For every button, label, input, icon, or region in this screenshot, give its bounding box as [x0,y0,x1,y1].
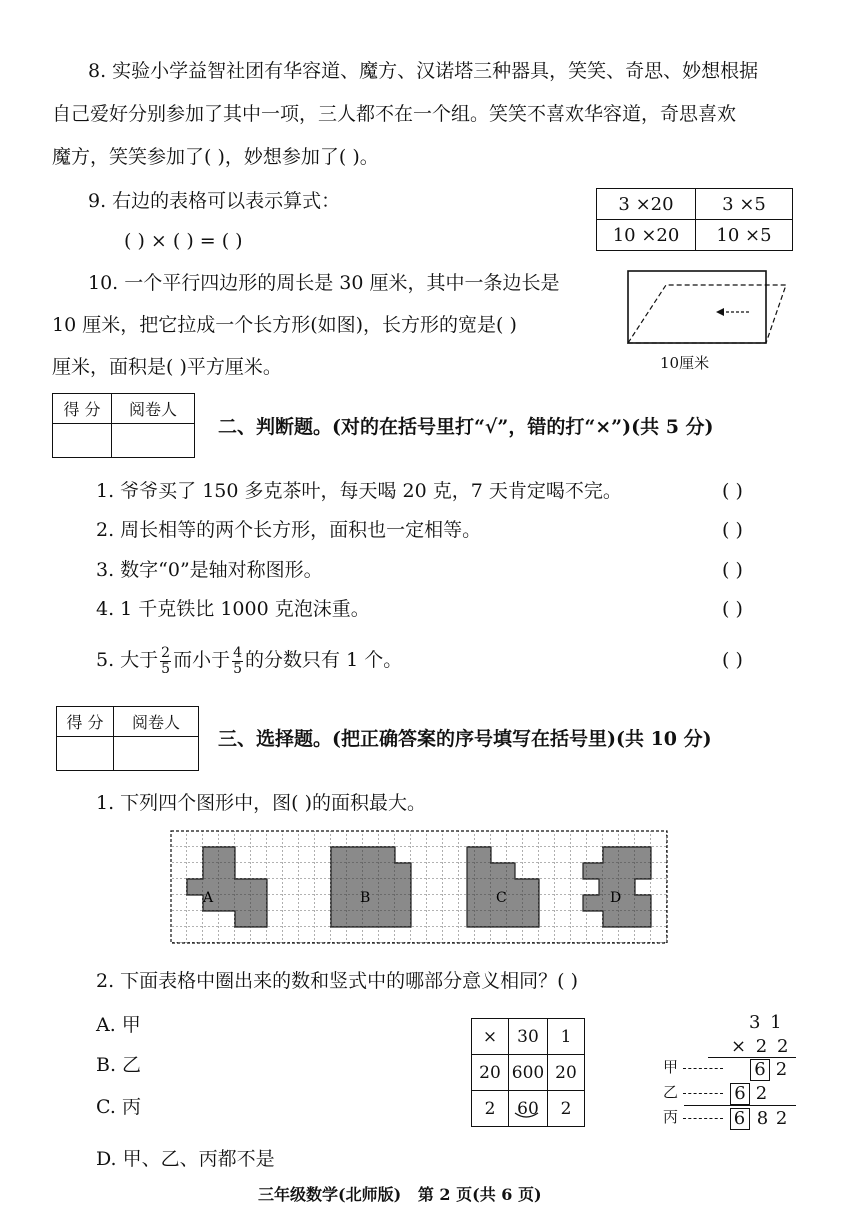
q9-answer: ( ) × ( ) = ( ) [124,230,243,252]
reviewer-cell[interactable] [114,737,199,771]
reviewer-cell[interactable] [112,424,195,458]
fraction-2-5 [160,646,171,677]
fraction-numerator: 2 [161,644,171,661]
q9-text: 9. 右边的表格可以表示算式： [88,190,341,212]
option-a: A. 甲 [96,1014,141,1036]
item5-mid: 而小于 [173,649,231,671]
score-cell[interactable] [57,737,114,771]
q10-line1: 10. 一个平行四边形的周长是 30 厘米，其中一条边长是 [88,272,560,294]
q9-cell: 10 ×20 [597,220,696,251]
mt-cell-circled: 60 [509,1091,548,1127]
mt-cell: 2 [548,1091,585,1127]
reviewer-label: 阅卷人 [112,394,195,424]
fraction-4-5 [232,646,243,677]
option-b: B. 乙 [96,1054,142,1076]
score-box [56,706,199,771]
reviewer-label: 阅卷人 [114,707,199,737]
vertical-row1: 3 1 [749,1012,784,1033]
score-box [52,393,195,458]
label-yi: 乙 [663,1083,679,1101]
label-bing: 丙 [663,1108,679,1126]
fraction-numerator: 4 [233,644,243,661]
q9-cell: 3 ×5 [696,189,793,220]
mt-cell: 1 [548,1019,585,1055]
fraction-denominator: 5 [233,660,243,677]
row-yi [730,1083,767,1105]
answer-paren[interactable]: ( ) [722,598,743,620]
arrow-jia [683,1068,723,1069]
grid-figure [170,830,672,950]
choice-q1: 1. 下列四个图形中，图( )的面积最大。 [96,792,427,814]
vertical-row2: × 2 2 [731,1036,791,1057]
q9-table [596,188,793,251]
q9-cell: 3 ×20 [597,189,696,220]
score-label: 得 分 [57,707,114,737]
answer-paren[interactable]: ( ) [722,559,743,581]
fraction-denominator: 5 [161,660,171,677]
shape-label: B [360,890,371,906]
boxed-digit: 6 [750,1059,770,1081]
item5-suffix: 的分数只有 1 个。 [245,649,403,671]
item5-prefix: 5. 大于 [96,649,159,671]
row-bing [730,1108,788,1130]
answer-paren[interactable]: ( ) [722,649,743,671]
circle-mark [512,1111,542,1121]
figure-label: 10厘米 [660,354,710,372]
judge-item-5 [96,642,402,678]
q10-line3: 厘米，面积是( )平方厘米。 [52,356,282,378]
answer-paren[interactable]: ( ) [722,519,743,541]
q8-line1: 8. 实验小学益智社团有华容道、魔方、汉诺塔三种器具，笑笑、奇思、妙想根据 [88,60,759,82]
option-d: D. 甲、乙、丙都不是 [96,1148,275,1170]
q8-line2: 自己爱好分别参加了其中一项，三人都不在一个组。笑笑不喜欢华容道，奇思喜欢 [52,103,737,125]
q8-line3: 魔方，笑笑参加了( )，妙想参加了( )。 [52,146,379,168]
boxed-digit: 6 [730,1083,750,1105]
mt-cell: 2 [472,1091,509,1127]
option-c: C. 丙 [96,1096,141,1118]
page-footer: 三年级数学(北师版) 第 2 页(共 6 页) [258,1185,542,1204]
vertical-line1 [708,1057,796,1058]
arrow-yi [683,1093,723,1094]
shape-label: C [496,890,507,906]
judge-item: 1. 爷爷买了 150 多克茶叶，每天喝 20 克，7 天肯定喝不完。 [96,480,622,502]
shape-label: D [610,890,622,906]
section2-title: 二、判断题。(对的在括号里打“√”，错的打“×”)(共 5 分) [218,416,714,438]
digit: 2 [775,1059,788,1080]
answer-paren[interactable]: ( ) [722,480,743,502]
mt-cell: × [472,1019,509,1055]
arrow-bing [683,1118,723,1119]
score-cell[interactable] [53,424,112,458]
boxed-digit: 6 [730,1108,750,1130]
row-jia [750,1059,787,1081]
section3-title: 三、选择题。(把正确答案的序号填写在括号里)(共 10 分) [218,728,712,750]
judge-item: 4. 1 千克铁比 1000 克泡沫重。 [96,598,370,620]
parallelogram-figure [624,268,794,348]
digit: 8 2 [756,1108,789,1129]
mt-cell: 20 [548,1055,585,1091]
judge-item: 2. 周长相等的两个长方形，面积也一定相等。 [96,519,482,541]
score-label: 得 分 [53,394,112,424]
judge-item: 3. 数字“0”是轴对称图形。 [96,559,323,581]
q10-line2: 10 厘米，把它拉成一个长方形(如图)，长方形的宽是( ) [52,314,517,336]
choice-q2: 2. 下面表格中圈出来的数和竖式中的哪部分意义相同？( ) [96,970,579,992]
mt-cell: 30 [509,1019,548,1055]
digit: 2 [755,1083,768,1104]
vertical-line2 [684,1105,796,1106]
q9-cell: 10 ×5 [696,220,793,251]
label-jia: 甲 [663,1058,679,1076]
mt-cell: 600 [509,1055,548,1091]
mt-cell: 20 [472,1055,509,1091]
shape-label: A [203,890,214,906]
